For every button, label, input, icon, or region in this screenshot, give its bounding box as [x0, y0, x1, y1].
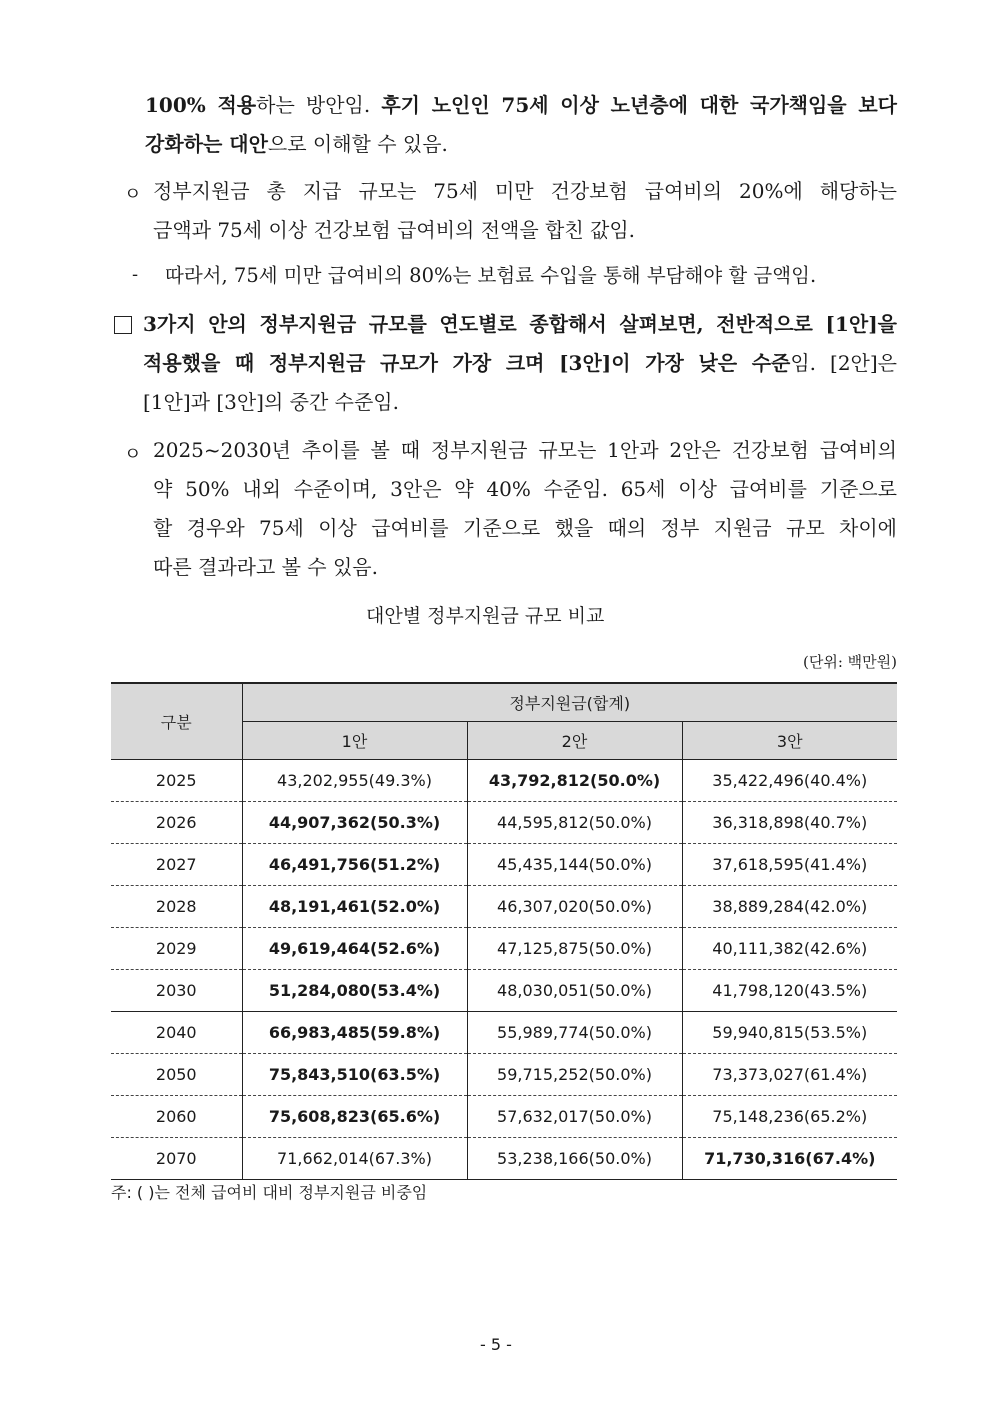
text: 임. [2안]은 [790, 351, 897, 375]
value-cell: 44,907,362(50.3%) [242, 802, 467, 844]
value-cell: 43,792,812(50.0%) [467, 760, 682, 802]
paragraph-line: 할 경우와 75세 이상 급여비를 기준으로 했을 때의 정부 지원금 규모 차이에 [153, 516, 897, 540]
square-bullet-icon [114, 316, 132, 334]
year-cell: 2025 [111, 760, 242, 802]
year-cell: 2050 [111, 1054, 242, 1096]
value-cell: 49,619,464(52.6%) [242, 928, 467, 970]
circle-bullet-icon: ㅇ [124, 184, 142, 205]
page-number: - 5 - [480, 1335, 512, 1354]
paragraph-line: 약 50% 내외 수준이며, 3안은 약 40% 수준임. 65세 이상 급여비를 기준으로 [153, 477, 897, 501]
bold-text: 후기 노인인 75세 이상 노년층에 대한 국가책임을 보다 [381, 93, 897, 117]
table-row [111, 760, 897, 802]
header-category: 구분 [111, 683, 242, 760]
bold-text: 적용했을 때 정부지원금 규모가 가장 크며 [3안]이 가장 낮은 수준 [143, 351, 791, 375]
table-note: 주: ( )는 전체 급여비 대비 정부지원금 비중임 [111, 1183, 428, 1202]
table-row [111, 970, 897, 1012]
column-header: 2안 [467, 722, 682, 760]
year-cell: 2026 [111, 802, 242, 844]
text: 하는 방안임. [256, 93, 382, 117]
year-cell: 2029 [111, 928, 242, 970]
text: 으로 이해할 수 있음. [267, 132, 448, 156]
paragraph-line: 따라서, 75세 미만 급여비의 80%는 보험료 수입을 통해 부담해야 할 금액임. [165, 264, 817, 287]
value-cell: 45,435,144(50.0%) [467, 844, 682, 886]
table-row [111, 1138, 897, 1180]
paragraph-line: 따른 결과라고 볼 수 있음. [153, 555, 378, 579]
table-row [111, 886, 897, 928]
year-cell: 2040 [111, 1012, 242, 1054]
paragraph-line: 2025~2030년 추이를 볼 때 정부지원금 규모는 1안과 2안은 건강보험 급여비의 [153, 438, 897, 462]
paragraph-line: [1안]과 [3안]의 중간 수준임. [143, 390, 399, 414]
column-header: 1안 [242, 722, 467, 760]
unit-label: (단위: 백만원) [803, 653, 897, 671]
value-cell: 57,632,017(50.0%) [467, 1096, 682, 1138]
paragraph-line: 정부지원금 총 지급 규모는 75세 미만 건강보험 급여비의 20%에 해당하는 [153, 179, 897, 203]
value-cell: 38,889,284(42.0%) [682, 886, 897, 928]
table-row [111, 928, 897, 970]
value-cell: 46,491,756(51.2%) [242, 844, 467, 886]
paragraph-line [143, 350, 897, 376]
comparison-table [111, 682, 897, 1180]
paragraph-line [145, 131, 448, 157]
value-cell: 55,989,774(50.0%) [467, 1012, 682, 1054]
table-row [111, 802, 897, 844]
paragraph-line: 3가지 안의 정부지원금 규모를 연도별로 종합해서 살펴보면, 전반적으로 [1안]을 [143, 312, 897, 336]
value-cell: 51,284,080(53.4%) [242, 970, 467, 1012]
value-cell: 48,030,051(50.0%) [467, 970, 682, 1012]
value-cell: 73,373,027(61.4%) [682, 1054, 897, 1096]
table-title: 대안별 정부지원금 규모 비교 [366, 605, 605, 627]
value-cell: 75,843,510(63.5%) [242, 1054, 467, 1096]
value-cell: 59,940,815(53.5%) [682, 1012, 897, 1054]
header-group: 정부지원금(합계) [242, 683, 897, 722]
bold-text: 강화하는 대안 [145, 132, 268, 156]
table-row [111, 1054, 897, 1096]
value-cell: 48,191,461(52.0%) [242, 886, 467, 928]
value-cell: 71,662,014(67.3%) [242, 1138, 467, 1180]
value-cell: 40,111,382(42.6%) [682, 928, 897, 970]
circle-bullet-icon: ㅇ [124, 444, 142, 465]
value-cell: 75,608,823(65.6%) [242, 1096, 467, 1138]
value-cell: 47,125,875(50.0%) [467, 928, 682, 970]
column-header: 3안 [682, 722, 897, 760]
value-cell: 75,148,236(65.2%) [682, 1096, 897, 1138]
value-cell: 37,618,595(41.4%) [682, 844, 897, 886]
value-cell: 41,798,120(43.5%) [682, 970, 897, 1012]
paragraph-line: 금액과 75세 이상 건강보험 급여비의 전액을 합친 값임. [153, 218, 636, 242]
value-cell: 53,238,166(50.0%) [467, 1138, 682, 1180]
year-cell: 2030 [111, 970, 242, 1012]
value-cell: 43,202,955(49.3%) [242, 760, 467, 802]
table-row [111, 844, 897, 886]
value-cell: 66,983,485(59.8%) [242, 1012, 467, 1054]
year-cell: 2028 [111, 886, 242, 928]
year-cell: 2070 [111, 1138, 242, 1180]
year-cell: 2027 [111, 844, 242, 886]
year-cell: 2060 [111, 1096, 242, 1138]
value-cell: 44,595,812(50.0%) [467, 802, 682, 844]
paragraph-line [145, 92, 897, 118]
value-cell: 35,422,496(40.4%) [682, 760, 897, 802]
dash-bullet-icon: - [132, 264, 139, 285]
value-cell: 59,715,252(50.0%) [467, 1054, 682, 1096]
table-row [111, 1096, 897, 1138]
bold-text: 100% 적용 [145, 93, 257, 117]
value-cell: 71,730,316(67.4%) [682, 1138, 897, 1180]
value-cell: 46,307,020(50.0%) [467, 886, 682, 928]
table-row [111, 1012, 897, 1054]
value-cell: 36,318,898(40.7%) [682, 802, 897, 844]
